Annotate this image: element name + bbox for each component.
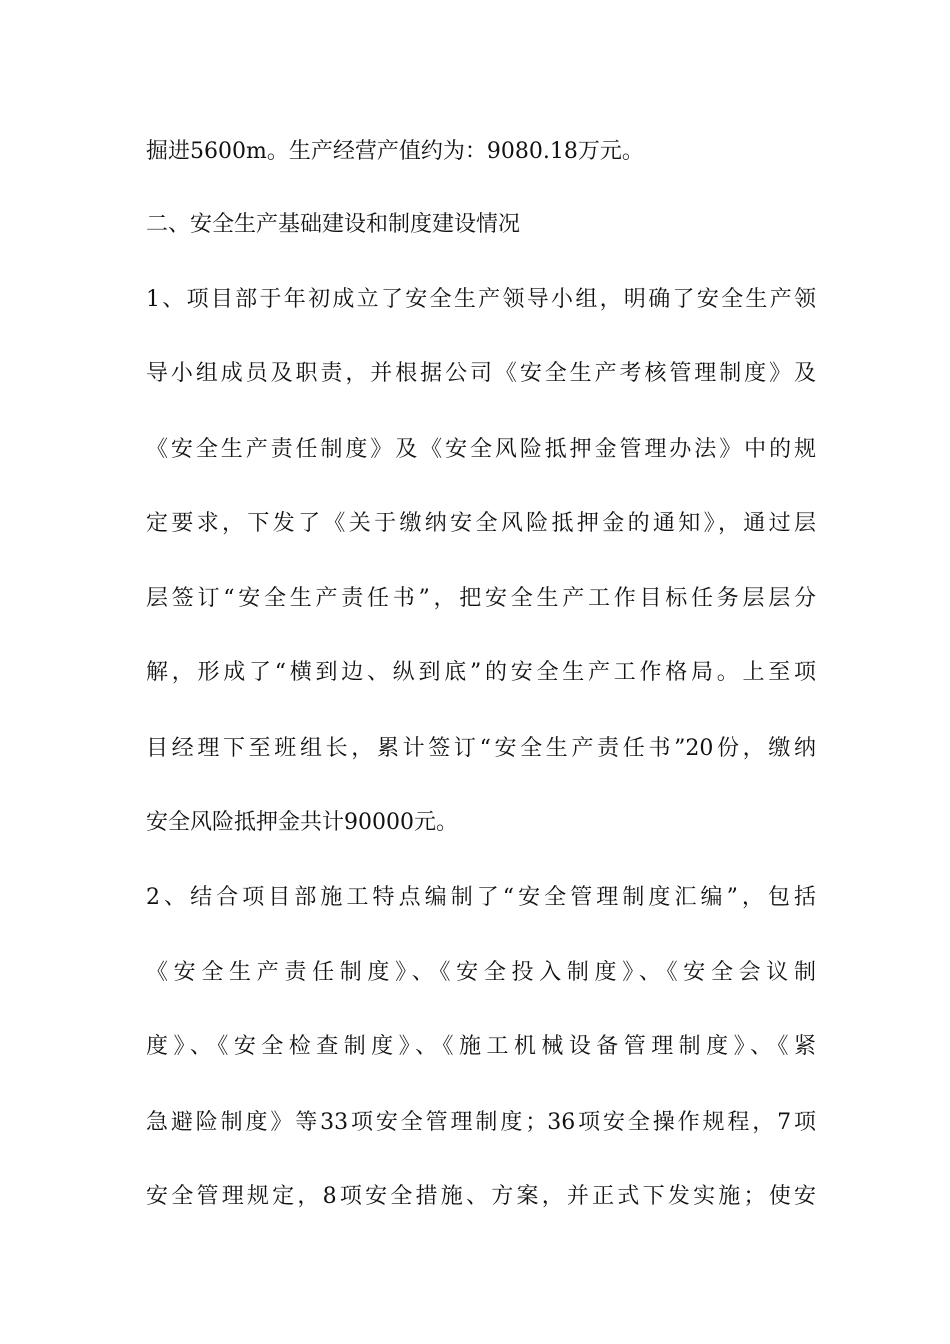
text-line: 解，形成了“横到边、纵到底”的安全生产工作格局。上至项 bbox=[146, 660, 816, 685]
text-line: 层签订“安全生产责任书”，把安全生产工作目标任务层层分 bbox=[146, 586, 816, 611]
text-line: 安全风险抵押金共计90000元。 bbox=[146, 810, 458, 835]
text-line: 定要求，下发了《关于缴纳安全风险抵押金的通知》，通过层 bbox=[146, 511, 816, 536]
text-line: 《安全生产责任制度》及《安全风险抵押金管理办法》中的规 bbox=[146, 437, 816, 462]
text-line: 急避险制度》等33项安全管理制度；36项安全操作规程，7项 bbox=[146, 1110, 816, 1135]
text-line: 目经理下至班组长，累计签订“安全生产责任书”20份，缴纳 bbox=[146, 736, 816, 761]
text-line: 度》、《安全检查制度》、《施工机械设备管理制度》、《紧 bbox=[146, 1034, 816, 1059]
text-line: 2、结合项目部施工特点编制了“安全管理制度汇编”，包括 bbox=[146, 885, 816, 910]
text-line: 安全管理规定，8项安全措施、方案，并正式下发实施；使安 bbox=[146, 1184, 816, 1209]
text-line: 1、项目部于年初成立了安全生产领导小组，明确了安全生产领 bbox=[146, 287, 816, 312]
text-line: 掘进5600m。生产经营产值约为：9080.18万元。 bbox=[146, 139, 644, 164]
text-line: 《安全生产责任制度》、《安全投入制度》、《安全会议制 bbox=[146, 960, 816, 985]
text-line: 导小组成员及职责，并根据公司《安全生产考核管理制度》及 bbox=[146, 361, 816, 386]
section-heading: 二、安全生产基础建设和制度建设情况 bbox=[146, 212, 521, 237]
